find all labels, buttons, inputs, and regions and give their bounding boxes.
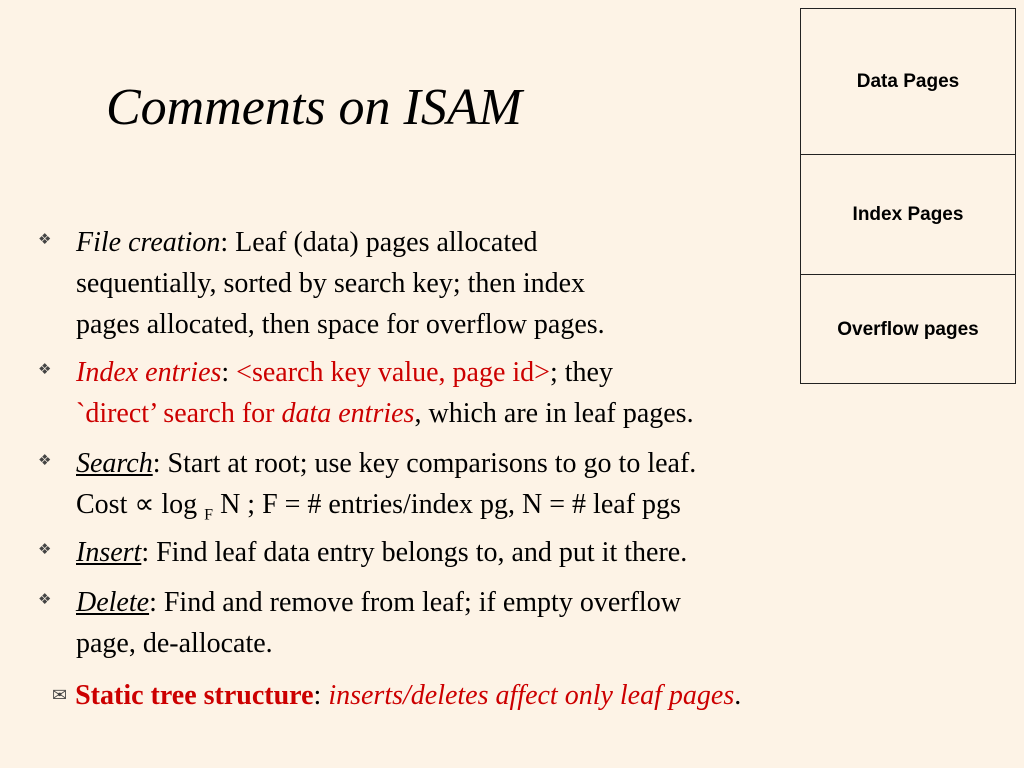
bullet-line: : Leaf (data) pages allocated bbox=[220, 227, 538, 258]
term-file-creation: File creation bbox=[76, 227, 221, 258]
bullet-text bbox=[76, 582, 926, 664]
bullet-line: `direct’ search for bbox=[76, 398, 282, 429]
bullet-text bbox=[76, 443, 926, 536]
index-pages-box: Index Pages bbox=[801, 155, 1015, 275]
diamond-bullet-icon: ❖ bbox=[38, 540, 52, 558]
term-data-entries: data entries bbox=[281, 398, 415, 429]
bullet-line: : Find and remove from leaf; if empty overflow bbox=[149, 587, 681, 618]
bullet-line: log bbox=[154, 489, 205, 520]
diamond-bullet-icon: ❖ bbox=[38, 360, 52, 378]
bullet-line: ; they bbox=[549, 357, 613, 388]
index-entry-format: <search key value, page id> bbox=[236, 357, 550, 388]
proportional-symbol: ∝ bbox=[134, 489, 155, 520]
data-pages-box: Data Pages bbox=[801, 9, 1015, 155]
term-search: Search bbox=[76, 448, 153, 479]
summary-colon: : bbox=[313, 680, 329, 711]
summary-line bbox=[52, 680, 741, 712]
bullet-text bbox=[76, 352, 926, 434]
envelope-bullet-icon: ✉ bbox=[52, 685, 68, 706]
summary-italic: inserts/deletes affect only leaf pages bbox=[328, 680, 735, 711]
term-delete: Delete bbox=[76, 587, 150, 618]
bullet-line: : bbox=[221, 357, 237, 388]
bullet-line: : Start at root; use key comparisons to go to leaf. bbox=[152, 448, 697, 479]
summary-period: . bbox=[734, 680, 742, 711]
bullet-line: pages allocated, then space for overflow pages. bbox=[76, 309, 605, 340]
overflow-pages-box: Overflow pages bbox=[837, 319, 979, 340]
bullet-line: , which are in leaf pages. bbox=[414, 398, 694, 429]
diamond-bullet-icon: ❖ bbox=[38, 590, 52, 608]
diamond-bullet-icon: ❖ bbox=[38, 451, 52, 469]
diamond-bullet-icon: ❖ bbox=[38, 230, 52, 248]
bullet-text bbox=[76, 532, 926, 573]
bullet-line: N ; F = # entries/index pg, N = # leaf pgs bbox=[213, 489, 681, 520]
bullet-line: : Find leaf data entry belongs to, and put it there. bbox=[141, 537, 688, 568]
term-insert: Insert bbox=[76, 537, 142, 568]
bullet-line: sequentially, sorted by search key; then index bbox=[76, 268, 586, 299]
term-index-entries: Index entries bbox=[76, 357, 222, 388]
log-base: F bbox=[204, 506, 214, 524]
bullet-text bbox=[76, 222, 836, 345]
static-tree-label: Static tree structure bbox=[75, 680, 314, 711]
slide-title: Comments on ISAM bbox=[106, 79, 522, 136]
bullet-line: page, de-allocate. bbox=[76, 628, 273, 659]
bullet-line: Cost bbox=[76, 489, 135, 520]
